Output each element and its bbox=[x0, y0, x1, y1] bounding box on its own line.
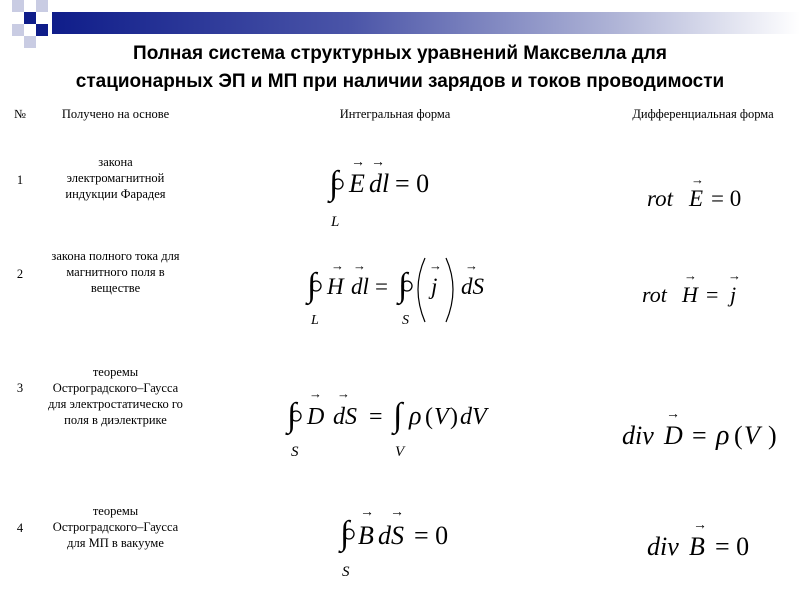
svg-text:rot: rot bbox=[642, 282, 667, 307]
svg-text:=: = bbox=[706, 282, 719, 307]
row-3-integral bbox=[285, 382, 515, 467]
row-3-basis: теоремы Остроградского–Гаусса для электростатическо го поля в диэлектрике bbox=[48, 365, 183, 427]
decor-square bbox=[12, 24, 24, 36]
svg-text:dl: dl bbox=[351, 274, 369, 299]
svg-text:∫: ∫ bbox=[398, 267, 408, 304]
decor-square bbox=[36, 24, 48, 36]
svg-text:ρ: ρ bbox=[409, 401, 422, 430]
svg-text:=: = bbox=[369, 404, 383, 430]
svg-text:∫: ∫ bbox=[393, 397, 403, 434]
svg-text:E: E bbox=[689, 186, 704, 211]
page-title bbox=[0, 40, 800, 96]
svg-text:= 0: = 0 bbox=[395, 169, 430, 198]
row-1-integral bbox=[325, 150, 465, 235]
svg-text:S: S bbox=[342, 564, 350, 580]
row-2-differential-formula bbox=[640, 268, 760, 308]
header-differential: Дифференциальная форма bbox=[632, 107, 774, 121]
row-2-differential bbox=[640, 268, 760, 313]
svg-text:= 0: = 0 bbox=[711, 186, 742, 211]
row-3-differential-formula bbox=[620, 400, 800, 450]
row-2-integral-formula bbox=[305, 252, 505, 332]
svg-text:→: → bbox=[691, 172, 704, 187]
svg-text:→: → bbox=[465, 258, 478, 273]
gradient-bar bbox=[52, 12, 800, 34]
row-3-num: 3 bbox=[16, 381, 24, 395]
svg-text:H: H bbox=[682, 282, 698, 307]
row-1-differential bbox=[645, 172, 765, 225]
row-1-num: 1 bbox=[16, 173, 24, 187]
svg-text:j: j bbox=[431, 274, 438, 299]
svg-text:→: → bbox=[309, 386, 322, 401]
svg-text:→: → bbox=[331, 258, 344, 273]
svg-text:∫: ∫ bbox=[287, 397, 297, 434]
svg-text:=: = bbox=[692, 421, 707, 450]
row-2-basis: закона полного тока для магнитного поля в веществе bbox=[51, 249, 180, 295]
svg-text:S: S bbox=[291, 444, 299, 460]
svg-text:ρ: ρ bbox=[716, 420, 730, 451]
row-2-integral bbox=[305, 252, 505, 337]
svg-text:B: B bbox=[358, 521, 374, 550]
row-1-differential-formula bbox=[645, 172, 765, 220]
svg-text:→: → bbox=[429, 258, 442, 273]
row-4-basis: теоремы Остроградского–Гаусса для МП в вакууме bbox=[52, 504, 179, 550]
svg-text:D: D bbox=[664, 421, 683, 450]
row-3-integral-formula bbox=[285, 382, 515, 462]
svg-text:L: L bbox=[331, 214, 340, 230]
svg-text:D: D bbox=[307, 404, 325, 430]
svg-text:L: L bbox=[311, 313, 319, 328]
svg-text:= 0: = 0 bbox=[414, 521, 449, 550]
svg-text:→: → bbox=[360, 505, 374, 520]
svg-text:→: → bbox=[337, 386, 350, 401]
svg-text:→: → bbox=[684, 268, 697, 283]
svg-text:→: → bbox=[351, 155, 365, 170]
svg-text:→: → bbox=[371, 155, 385, 170]
svg-text:→: → bbox=[728, 268, 741, 283]
svg-text:→: → bbox=[353, 258, 366, 273]
row-4-num: 4 bbox=[16, 521, 24, 535]
decor-square bbox=[12, 0, 24, 12]
svg-text:rot: rot bbox=[647, 186, 673, 211]
row-1-basis: закона электромагнитной индукции Фарадея bbox=[65, 155, 166, 201]
decor-square bbox=[36, 0, 48, 12]
svg-text:→: → bbox=[390, 505, 404, 520]
svg-text:B: B bbox=[689, 532, 705, 561]
header-basis: Получено на основе bbox=[61, 107, 170, 121]
row-1-integral-formula bbox=[325, 150, 465, 230]
header-integral: Интегральная форма bbox=[339, 107, 451, 121]
svg-text:): ) bbox=[450, 404, 458, 430]
svg-text:=: = bbox=[375, 274, 388, 299]
svg-text:(: ( bbox=[425, 404, 433, 430]
title-line-1: Полная система структурных уравнений Максвелла для bbox=[133, 43, 667, 64]
row-4-differential-formula bbox=[645, 515, 775, 565]
svg-text:∫: ∫ bbox=[329, 165, 339, 202]
svg-text:E: E bbox=[349, 169, 365, 198]
svg-text:H: H bbox=[327, 274, 344, 299]
svg-text:(: ( bbox=[734, 421, 743, 450]
svg-text:V: V bbox=[395, 444, 405, 460]
svg-text:S: S bbox=[402, 313, 409, 328]
svg-text:dS: dS bbox=[378, 521, 404, 550]
row-4-integral-formula bbox=[338, 500, 478, 580]
decor-square bbox=[24, 12, 36, 24]
row-3-differential bbox=[620, 400, 800, 455]
svg-text:dV: dV bbox=[460, 404, 487, 430]
svg-text:j: j bbox=[730, 282, 737, 307]
svg-text:∫: ∫ bbox=[340, 515, 350, 552]
svg-text:dS: dS bbox=[461, 274, 484, 299]
row-2-num: 2 bbox=[16, 267, 24, 281]
row-4-differential bbox=[645, 515, 775, 570]
svg-text:V: V bbox=[744, 421, 760, 450]
svg-text:∫: ∫ bbox=[307, 267, 317, 304]
svg-text:= 0: = 0 bbox=[715, 532, 750, 561]
svg-text:): ) bbox=[768, 421, 777, 450]
svg-text:div: div bbox=[647, 532, 679, 561]
title-line-2: стационарных ЭП и МП при наличии зарядов и токов проводимости bbox=[75, 71, 725, 92]
row-4-integral bbox=[338, 500, 478, 585]
svg-text:→: → bbox=[666, 407, 680, 422]
svg-text:div: div bbox=[622, 421, 654, 450]
svg-text:V: V bbox=[434, 404, 449, 430]
svg-text:dl: dl bbox=[369, 169, 390, 198]
svg-text:dS: dS bbox=[333, 404, 357, 430]
header-num: № bbox=[14, 107, 26, 121]
svg-text:→: → bbox=[693, 518, 707, 533]
